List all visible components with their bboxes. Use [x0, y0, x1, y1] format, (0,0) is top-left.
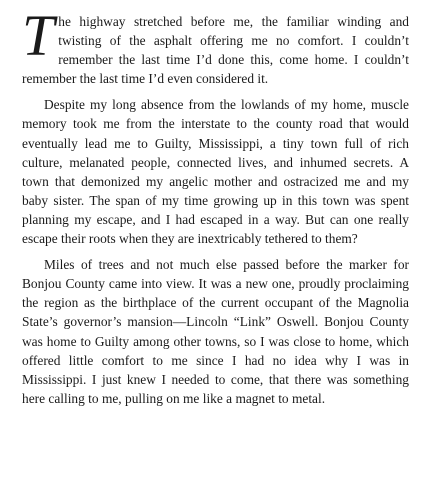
drop-cap: T — [22, 3, 55, 68]
paragraph-1-text: he highway stretched before me, the familiar winding and twisting of the asphalt offering me no comfort. I couldn’t remember the last time I’d done this, come home. I couldn’t remember the last time I’d even considered it. — [22, 14, 409, 87]
paragraph-2: Despite my long absence from the lowlands of my home, muscle memory took me from the interstate to the county road that would eventually lead me to Guilty, Mississippi, a tiny town full of rich culture, melanated people, connected lives, and inhumed secrets. A town that demonized my angelic mother and ostracized me and my baby sister. The span of my time growing up in this town was spent planning my escape, and I had escaped in a way. But can one really escape their roots when they are inextricably tethered to them? — [22, 97, 409, 247]
paragraph-3: Miles of trees and not much else passed before the marker for Bonjou County came into view. It was a new one, proudly proclaiming the region as the birthplace of the current occupant of the Magnolia State’s governor’s mansion—Lincoln “Link” Oswell. Bonjou County was home to Guilty among other towns, so I was close to home, which offered little comfort to me since I had no idea why I was in Mississippi. I just knew I needed to come, that there was something here calling to me, pulling on me like a magnet to metal. — [22, 257, 409, 406]
paragraph-1 — [22, 0, 409, 88]
book-page — [22, 0, 409, 415]
